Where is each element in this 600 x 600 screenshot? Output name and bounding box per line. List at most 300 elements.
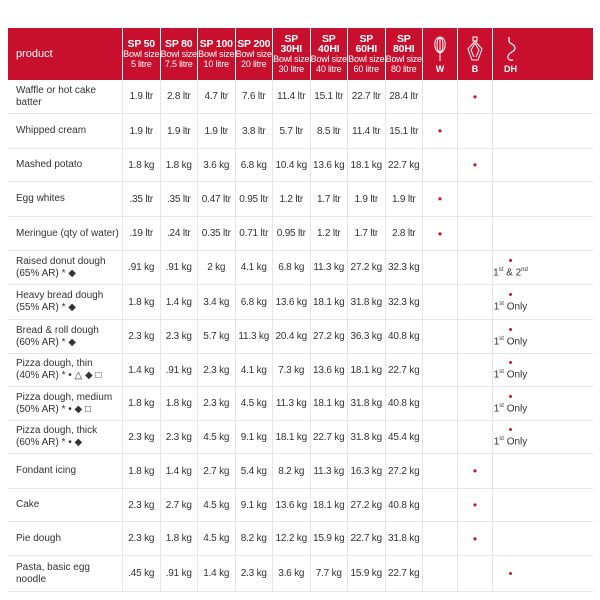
- beater-cell: [458, 149, 493, 181]
- whisk-cell: [423, 285, 458, 319]
- product-name-line: Mashed potato: [16, 159, 83, 170]
- bullet-dot-icon: •: [437, 226, 443, 241]
- capacity-cell: 8.2 kg: [236, 522, 274, 555]
- capacity-cell: 9.1 kg: [236, 421, 274, 453]
- bullet-dot-icon: •: [508, 254, 513, 267]
- dough-hook-cell: [493, 182, 528, 216]
- capacity-cell: 13.6 kg: [273, 489, 311, 521]
- dough-hook-cell: [493, 251, 528, 284]
- capacity-cell: 6.8 kg: [236, 149, 274, 181]
- bullet-dot-icon: •: [437, 124, 443, 138]
- product-name-line: Cake: [16, 499, 40, 510]
- capacity-cell: 6.8 kg: [236, 285, 274, 319]
- capacity-cell: 31.8 kg: [348, 421, 386, 453]
- beater-cell: [458, 522, 493, 555]
- capacity-cell: 1.4 kg: [161, 454, 199, 488]
- dough-hook-cell: [493, 556, 528, 591]
- bullet-dot-icon: •: [437, 192, 443, 206]
- product-name-line: Pizza dough, thin: [16, 358, 93, 369]
- beater-cell: [458, 489, 493, 521]
- dough-hook-cell: [493, 285, 528, 319]
- capacity-cell: 31.8 kg: [386, 522, 424, 555]
- product-name-line: (65% AR) * ◆: [16, 267, 76, 279]
- dough-hook-note-part: 1: [493, 336, 500, 348]
- header-model: [348, 28, 386, 80]
- capacity-cell: .91 kg: [161, 556, 199, 591]
- bullet-dot-icon: •: [508, 390, 513, 403]
- table-header: [8, 28, 593, 80]
- capacity-cell: 8.5 ltr: [311, 114, 349, 148]
- dough-hook-cell: [493, 114, 528, 148]
- header-model: [123, 28, 161, 80]
- capacity-cell: 2.7 kg: [198, 454, 236, 488]
- capacity-cell: 2.8 ltr: [386, 217, 424, 250]
- product-name-line: Pizza dough, thick: [16, 425, 98, 436]
- product-cell: [8, 454, 123, 488]
- capacity-cell: 1.8 kg: [161, 387, 199, 420]
- table-row: [8, 251, 593, 285]
- capacity-cell: 1.9 ltr: [348, 182, 386, 216]
- dough-hook-note-part: st: [499, 335, 504, 342]
- capacity-cell: 2.3 kg: [123, 320, 161, 353]
- dough-hook-cell: [493, 354, 528, 386]
- model-sub1: Bowl size: [235, 49, 272, 59]
- whisk-cell: [423, 114, 458, 148]
- dough-hook-note-part: 1: [493, 436, 500, 448]
- whisk-cell: [423, 149, 458, 181]
- table-row: [8, 320, 593, 354]
- dough-hook-cell: [493, 217, 528, 250]
- model-sub1: Bowl size: [385, 54, 422, 64]
- whisk-cell: [423, 251, 458, 284]
- capacity-cell: 9.1 kg: [236, 489, 274, 521]
- capacity-cell: 1.8 kg: [161, 149, 199, 181]
- header-dough-hook: [493, 28, 528, 80]
- product-cell: [8, 285, 123, 319]
- model-sub1: Bowl size: [348, 54, 385, 64]
- capacity-cell: .35 ltr: [123, 182, 161, 216]
- whisk-cell: [423, 320, 458, 353]
- product-name-line: (60% AR) * ◆: [16, 336, 76, 348]
- capacity-cell: 6.8 kg: [273, 251, 311, 284]
- product-name-line: Whipped cream: [16, 125, 87, 136]
- whisk-cell: [423, 354, 458, 386]
- beater-cell: [458, 182, 493, 216]
- capacity-cell: 18.1 kg: [311, 489, 349, 521]
- table-row: [8, 387, 593, 421]
- dough-hook-note-part: 1: [493, 369, 500, 381]
- capacity-cell: 1.8 kg: [123, 285, 161, 319]
- product-name-line: Egg whites: [16, 193, 65, 204]
- product-cell: [8, 217, 123, 250]
- beater-cell: [458, 251, 493, 284]
- capacity-cell: 11.4 ltr: [273, 80, 311, 113]
- dough-hook-note-part: Only: [503, 369, 528, 381]
- table-row: [8, 489, 593, 522]
- dough-hook-note-part: Only: [503, 403, 528, 415]
- dough-hook-icon: [503, 35, 519, 63]
- whisk-icon: [432, 35, 448, 63]
- capacity-cell: 11.4 ltr: [348, 114, 386, 148]
- capacity-cell: 13.6 kg: [311, 354, 349, 386]
- header-model: [273, 28, 311, 80]
- dough-hook-note-part: st: [499, 369, 504, 376]
- capacity-cell: 0.71 ltr: [236, 217, 274, 250]
- dough-hook-note-part: st: [499, 301, 504, 308]
- capacity-cell: 3.8 ltr: [236, 114, 274, 148]
- capacity-cell: 40.8 kg: [386, 489, 424, 521]
- capacity-cell: 1.9 ltr: [161, 114, 199, 148]
- capacity-cell: 1.9 ltr: [123, 114, 161, 148]
- dough-hook-note: [493, 265, 528, 278]
- capacity-cell: 2.8 ltr: [161, 80, 199, 113]
- model-name: SP 200: [237, 38, 271, 50]
- capacity-cell: 8.2 kg: [273, 454, 311, 488]
- capacity-cell: 1.7 ltr: [348, 217, 386, 250]
- beater-cell: [458, 454, 493, 488]
- table-row: [8, 182, 593, 217]
- capacity-cell: 3.6 kg: [198, 149, 236, 181]
- product-cell: [8, 320, 123, 353]
- header-whisk: [423, 28, 458, 80]
- table-row: [8, 522, 593, 556]
- capacity-cell: 4.5 kg: [198, 421, 236, 453]
- beater-icon: [466, 35, 484, 63]
- product-name-line: Pie dough: [16, 532, 62, 544]
- capacity-cell: 13.6 kg: [273, 285, 311, 319]
- capacity-cell: .35 ltr: [161, 182, 199, 216]
- table-row: [8, 421, 593, 454]
- capacity-table: [8, 28, 593, 592]
- capacity-cell: 7.6 ltr: [236, 80, 274, 113]
- bullet-dot-icon: •: [508, 323, 513, 336]
- capacity-cell: 2.3 kg: [123, 489, 161, 521]
- model-name: SP 60HI: [355, 33, 377, 55]
- header-product-label: product: [16, 48, 53, 60]
- table-body: [8, 80, 593, 592]
- capacity-cell: 1.9 ltr: [198, 114, 236, 148]
- capacity-cell: 22.7 kg: [311, 421, 349, 453]
- beater-cell: [458, 217, 493, 250]
- dough-hook-cell: [493, 387, 528, 420]
- product-name-line: (40% AR) * • △ ◆ □: [16, 370, 102, 381]
- bullet-dot-icon: •: [472, 464, 478, 478]
- dough-hook-note-part: Only: [503, 436, 528, 448]
- capacity-cell: 32.3 kg: [386, 285, 424, 319]
- whisk-cell: [423, 217, 458, 250]
- capacity-cell: 2.3 kg: [123, 421, 161, 453]
- product-cell: [8, 114, 123, 148]
- beater-cell: [458, 80, 493, 113]
- dough-hook-note-part: Only: [503, 336, 528, 348]
- model-name: SP 100: [199, 38, 233, 50]
- bullet-dot-icon: •: [508, 357, 513, 370]
- model-sub1: Bowl size: [273, 54, 310, 64]
- model-sub2: 30 litre: [278, 64, 304, 74]
- whisk-cell: [423, 522, 458, 555]
- product-name-line: Meringue (qty of water): [16, 227, 119, 239]
- whisk-label: W: [435, 63, 445, 74]
- table-row: [8, 149, 593, 182]
- header-model: [386, 28, 424, 80]
- table-row: [8, 285, 593, 320]
- capacity-cell: 2 kg: [198, 251, 236, 284]
- capacity-cell: 22.7 ltr: [348, 80, 386, 113]
- model-name: SP 30HI: [280, 33, 302, 55]
- capacity-cell: 0.47 ltr: [198, 182, 236, 216]
- product-cell: [8, 182, 123, 216]
- beater-cell: [458, 285, 493, 319]
- capacity-cell: 2.3 kg: [236, 556, 274, 591]
- product-name-line: Raised donut dough: [16, 255, 106, 267]
- product-name-line: Bread & roll dough: [16, 324, 99, 336]
- capacity-cell: 7.3 kg: [273, 354, 311, 386]
- capacity-cell: 2.3 kg: [198, 387, 236, 420]
- capacity-cell: 16.3 kg: [348, 454, 386, 488]
- capacity-cell: 4.7 ltr: [198, 80, 236, 113]
- product-cell: [8, 556, 123, 591]
- capacity-cell: 2.3 kg: [161, 421, 199, 453]
- capacity-cell: 11.3 kg: [311, 454, 349, 488]
- dough-hook-note-part: Only: [503, 301, 528, 313]
- capacity-cell: 1.8 kg: [161, 522, 199, 555]
- dough-hook-note-part: st: [499, 402, 504, 409]
- beater-cell: [458, 354, 493, 386]
- capacity-cell: 22.7 kg: [386, 149, 424, 181]
- model-sub2: 60 litre: [353, 64, 379, 74]
- capacity-cell: 18.1 kg: [348, 149, 386, 181]
- dough-hook-note-part: 1: [493, 301, 500, 313]
- dough-hook-note-part: st: [498, 266, 504, 273]
- capacity-cell: 20.4 kg: [273, 320, 311, 353]
- product-cell: [8, 149, 123, 181]
- product-name-line: (60% AR) * • ◆: [16, 437, 83, 448]
- capacity-cell: .91 kg: [123, 251, 161, 284]
- dough-hook-cell: [493, 320, 528, 353]
- capacity-cell: 0.95 ltr: [236, 182, 274, 216]
- model-sub2: 10 litre: [203, 59, 229, 69]
- capacity-cell: 31.8 kg: [348, 285, 386, 319]
- table-row: [8, 454, 593, 489]
- model-sub2: 80 litre: [391, 64, 417, 74]
- dough-hook-cell: [493, 149, 528, 181]
- capacity-cell: 13.6 kg: [311, 149, 349, 181]
- capacity-cell: 2.7 kg: [161, 489, 199, 521]
- product-cell: [8, 80, 123, 113]
- capacity-cell: 15.9 kg: [348, 556, 386, 591]
- header-model: [198, 28, 236, 80]
- dough-hook-cell: [493, 522, 528, 555]
- product-name-line: Heavy bread dough: [16, 290, 104, 301]
- model-name: SP 80: [165, 38, 193, 50]
- whisk-cell: [423, 387, 458, 420]
- capacity-cell: 5.7 ltr: [273, 114, 311, 148]
- header-model: [161, 28, 199, 80]
- capacity-cell: 1.4 kg: [198, 556, 236, 591]
- dough-hook-note: [494, 434, 528, 447]
- dough-hook-note: [494, 367, 528, 380]
- header-model: [311, 28, 349, 80]
- bullet-dot-icon: •: [472, 89, 478, 104]
- dough-hook-cell: [493, 421, 528, 453]
- capacity-cell: .91 kg: [161, 354, 199, 386]
- capacity-cell: 27.2 kg: [311, 320, 349, 353]
- capacity-cell: .19 ltr: [123, 217, 161, 250]
- model-name: SP 50: [127, 38, 155, 50]
- capacity-cell: 7.7 kg: [311, 556, 349, 591]
- capacity-cell: 36.3 kg: [348, 320, 386, 353]
- header-beater: [458, 28, 493, 80]
- bullet-dot-icon: •: [472, 531, 478, 546]
- product-cell: [8, 421, 123, 453]
- capacity-cell: 32.3 kg: [386, 251, 424, 284]
- dough-hook-note-part: 1: [493, 267, 499, 279]
- capacity-cell: 10.4 kg: [273, 149, 311, 181]
- capacity-cell: 18.1 kg: [311, 387, 349, 420]
- beater-cell: [458, 421, 493, 453]
- capacity-cell: 2.3 kg: [198, 354, 236, 386]
- capacity-cell: 40.8 kg: [386, 387, 424, 420]
- capacity-cell: 15.1 ltr: [386, 114, 424, 148]
- capacity-cell: 1.2 ltr: [273, 182, 311, 216]
- capacity-cell: 0.35 ltr: [198, 217, 236, 250]
- beater-cell: [458, 320, 493, 353]
- model-sub2: 5 litre: [130, 59, 152, 69]
- capacity-cell: 18.1 kg: [273, 421, 311, 453]
- capacity-cell: 3.6 kg: [273, 556, 311, 591]
- model-sub2: 20 litre: [241, 59, 267, 69]
- dough-hook-note: [494, 299, 528, 312]
- header-model: [236, 28, 274, 80]
- model-sub2: 7.5 litre: [164, 59, 193, 69]
- model-name: SP 40HI: [318, 33, 340, 55]
- capacity-cell: 1.9 ltr: [123, 80, 161, 113]
- dough-hook-note-part: nd: [521, 266, 528, 273]
- capacity-cell: 27.2 kg: [348, 251, 386, 284]
- model-sub1: Bowl size: [160, 49, 197, 59]
- capacity-cell: 0.95 ltr: [273, 217, 311, 250]
- dough-hook-note-part: 1: [493, 403, 500, 415]
- dough-hook-cell: [493, 489, 528, 521]
- capacity-cell: 1.8 kg: [123, 387, 161, 420]
- capacity-cell: 22.7 kg: [386, 354, 424, 386]
- bullet-dot-icon: •: [472, 158, 478, 172]
- capacity-cell: 15.1 ltr: [311, 80, 349, 113]
- capacity-cell: 3.4 kg: [198, 285, 236, 319]
- capacity-cell: 27.2 kg: [386, 454, 424, 488]
- capacity-cell: .45 kg: [123, 556, 161, 591]
- product-name-line: Fondant icing: [16, 465, 77, 476]
- dough-hook-note: [494, 401, 528, 414]
- capacity-cell: 28.4 ltr: [386, 80, 424, 113]
- table-row: [8, 354, 593, 387]
- capacity-cell: 4.1 kg: [236, 251, 274, 284]
- bullet-dot-icon: •: [472, 498, 478, 512]
- capacity-cell: 11.3 kg: [311, 251, 349, 284]
- header-product: [8, 28, 123, 80]
- whisk-cell: [423, 421, 458, 453]
- capacity-cell: 12.2 kg: [273, 522, 311, 555]
- dough-hook-note-part: 2: [515, 267, 522, 279]
- bullet-dot-icon: •: [508, 424, 513, 437]
- whisk-cell: [423, 182, 458, 216]
- bullet-dot-icon: •: [508, 567, 513, 580]
- capacity-cell: 45.4 kg: [386, 421, 424, 453]
- product-cell: [8, 354, 123, 386]
- capacity-cell: 2.3 kg: [161, 320, 199, 353]
- model-sub1: Bowl size: [123, 49, 160, 59]
- capacity-cell: 4.5 kg: [198, 522, 236, 555]
- product-cell: [8, 522, 123, 555]
- capacity-cell: 4.5 kg: [198, 489, 236, 521]
- beater-cell: [458, 556, 493, 591]
- whisk-cell: [423, 454, 458, 488]
- product-name-line: (55% AR) * ◆: [16, 302, 76, 313]
- capacity-cell: 31.8 kg: [348, 387, 386, 420]
- capacity-cell: .24 ltr: [161, 217, 199, 250]
- product-name-line: Pasta, basic egg noodle: [16, 561, 90, 585]
- product-cell: [8, 387, 123, 420]
- capacity-cell: 5.4 kg: [236, 454, 274, 488]
- product-name-line: Pizza dough, medium: [16, 391, 113, 403]
- beater-label: B: [471, 63, 479, 74]
- capacity-cell: 40.8 kg: [386, 320, 424, 353]
- table-row: [8, 80, 593, 114]
- model-name: SP 80HI: [393, 33, 415, 55]
- capacity-cell: 1.8 kg: [123, 149, 161, 181]
- capacity-cell: 27.2 kg: [348, 489, 386, 521]
- dough-hook-note-part: st: [499, 436, 504, 443]
- table-row: [8, 556, 593, 592]
- whisk-cell: [423, 556, 458, 591]
- capacity-cell: 1.4 kg: [161, 285, 199, 319]
- table-row: [8, 217, 593, 251]
- capacity-cell: 18.1 kg: [348, 354, 386, 386]
- whisk-cell: [423, 80, 458, 113]
- capacity-cell: 1.4 kg: [123, 354, 161, 386]
- dough-hook-cell: [493, 80, 528, 113]
- bullet-dot-icon: •: [508, 289, 513, 302]
- capacity-cell: 2.3 kg: [123, 522, 161, 555]
- capacity-cell: 22.7 kg: [348, 522, 386, 555]
- capacity-cell: .91 kg: [161, 251, 199, 284]
- capacity-cell: 4.5 kg: [236, 387, 274, 420]
- capacity-cell: 1.8 kg: [123, 454, 161, 488]
- beater-cell: [458, 387, 493, 420]
- dough-hook-note-part: &: [503, 267, 516, 279]
- model-sub2: 40 litre: [316, 64, 342, 74]
- table-row: [8, 114, 593, 149]
- dough-hook-label: DH: [504, 63, 517, 74]
- capacity-cell: 1.9 ltr: [386, 182, 424, 216]
- capacity-cell: 1.7 ltr: [311, 182, 349, 216]
- product-cell: [8, 251, 123, 284]
- capacity-cell: 11.3 kg: [273, 387, 311, 420]
- capacity-cell: 18.1 kg: [311, 285, 349, 319]
- model-sub1: Bowl size: [310, 54, 347, 64]
- capacity-cell: 4.1 kg: [236, 354, 274, 386]
- capacity-cell: 15.9 kg: [311, 522, 349, 555]
- whisk-cell: [423, 489, 458, 521]
- dough-hook-cell: [493, 454, 528, 488]
- capacity-cell: 1.2 ltr: [311, 217, 349, 250]
- beater-cell: [458, 114, 493, 148]
- capacity-cell: 11.3 kg: [236, 320, 274, 353]
- model-sub1: Bowl size: [198, 49, 235, 59]
- dough-hook-note: [494, 334, 528, 347]
- capacity-cell: 5.7 kg: [198, 320, 236, 353]
- capacity-cell: 22.7 kg: [386, 556, 424, 591]
